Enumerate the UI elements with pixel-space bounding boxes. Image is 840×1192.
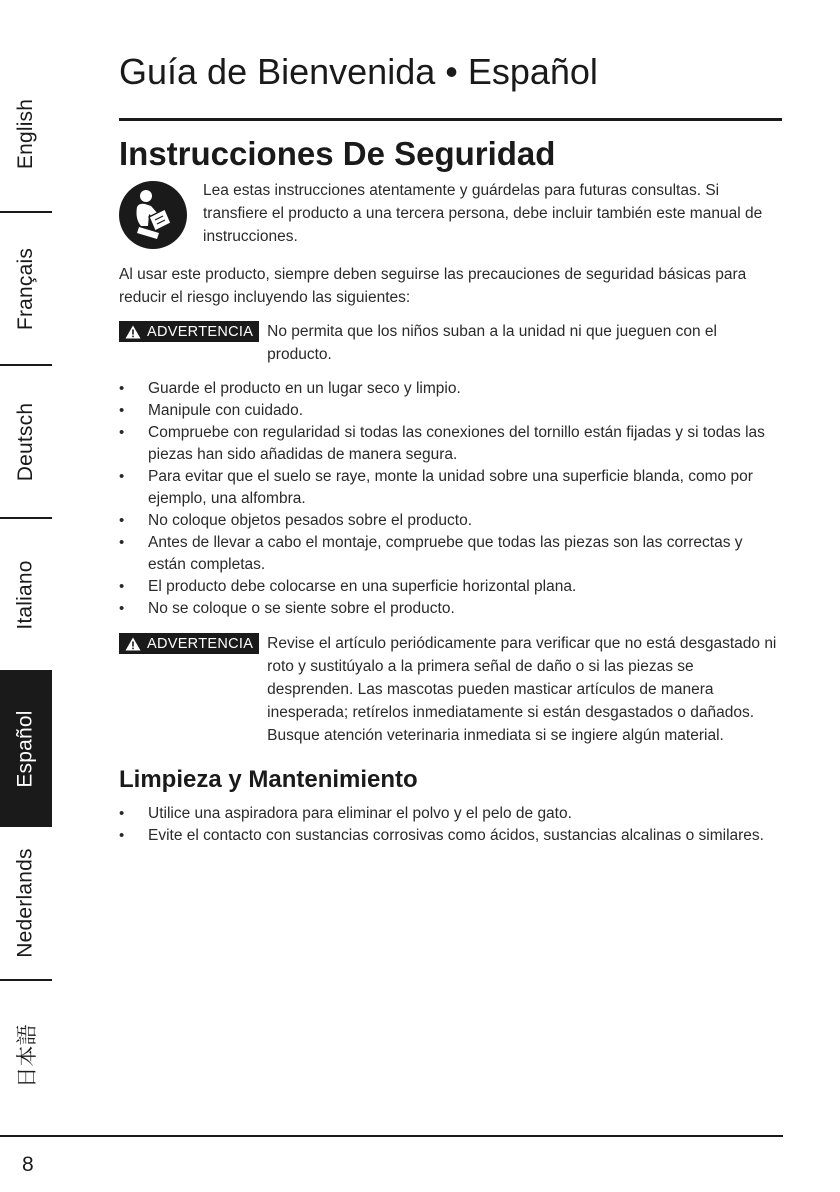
- list-item: • No coloque objetos pesados sobre el producto.: [119, 510, 783, 532]
- warning-badge: [119, 633, 259, 654]
- tab-italiano[interactable]: [0, 519, 52, 670]
- cleaning-heading: Limpieza y Mantenimiento: [119, 766, 418, 793]
- warning-triangle-icon: [125, 325, 141, 339]
- warning-badge-label: ADVERTENCIA: [147, 635, 254, 652]
- tab-francais[interactable]: [0, 213, 52, 364]
- warning-badge-label: ADVERTENCIA: [147, 323, 254, 340]
- tab-deutsch-label: Deutsch: [14, 402, 38, 481]
- tab-deutsch[interactable]: [0, 366, 52, 517]
- list-item: • El producto debe colocarse en una superficie horizontal plana.: [119, 576, 783, 598]
- tab-italiano-label: Italiano: [14, 559, 38, 630]
- warning-badge: [119, 321, 259, 342]
- page-title: Guía de Bienvenida • Español: [119, 51, 598, 92]
- list-item: • Utilice una aspiradora para eliminar el polvo y el pelo de gato.: [119, 803, 783, 825]
- tab-japanese-label: 日本語: [16, 1024, 40, 1088]
- list-item: • No se coloque o se siente sobre el producto.: [119, 598, 783, 620]
- title-divider: [119, 118, 782, 121]
- warning-row-1: [119, 320, 783, 366]
- list-item: • Compruebe con regularidad si todas las conexiones del tornillo están fijadas y si todas las piezas han sido añadidas de manera segura.: [119, 422, 783, 466]
- warning-text: No permita que los niños suban a la unidad ni que jueguen con el producto.: [267, 323, 717, 363]
- list-item: • Manipule con cuidado.: [119, 400, 783, 422]
- intro-text: Lea estas instrucciones atentamente y guárdelas para futuras consultas. Si transfiere el producto a una tercera persona, debe incluir también este manual de instrucciones.: [203, 182, 763, 245]
- tab-espanol[interactable]: [0, 670, 52, 827]
- warning-triangle-icon: [125, 637, 141, 651]
- tab-espanol-label: Español: [14, 709, 38, 788]
- safety-heading: Instrucciones De Seguridad: [119, 135, 556, 172]
- safety-bullet-list: [119, 378, 783, 620]
- read-manual-icon: [119, 181, 187, 249]
- list-item: • Guarde el producto en un lugar seco y limpio.: [119, 378, 783, 400]
- tab-english-label: English: [14, 98, 37, 170]
- footer-divider: [0, 1135, 783, 1137]
- main-content: [119, 48, 783, 847]
- general-precautions-text: Al usar este producto, siempre deben seguirse las precauciones de seguridad básicas para reducir el riesgo incluyendo las siguientes:: [119, 266, 747, 306]
- tab-japanese[interactable]: [0, 981, 52, 1131]
- list-item: • Evite el contacto con sustancias corrosivas como ácidos, sustancias alcalinas o similares.: [119, 825, 783, 847]
- list-item: • Para evitar que el suelo se raye, monte la unidad sobre una superficie blanda, como por ejemplo, una alfombra.: [119, 466, 783, 510]
- page-number: 8: [22, 1153, 34, 1176]
- list-item: • Antes de llevar a cabo el montaje, compruebe que todas las piezas son las correctas y están completas.: [119, 532, 783, 576]
- warning-text: Revise el artículo periódicamente para verificar que no está desgastado ni roto y sustitúyalo a la primera señal de daño o si las piezas se desprenden. Las mascotas pueden masticar artículos de manera inesperada; retírelos inmediatamente si están desgastados o dañados. Busque atención veterinaria inmediata si se ingiere algún material.: [267, 635, 777, 744]
- tab-nederlands-label: Nederlands: [14, 848, 37, 958]
- warning-row-2: [119, 632, 783, 747]
- cleaning-bullet-list: [119, 803, 783, 847]
- tab-english[interactable]: [0, 58, 52, 210]
- tab-nederlands[interactable]: [0, 827, 52, 979]
- intro-block: [119, 179, 783, 251]
- tab-francais-label: Français: [14, 247, 37, 330]
